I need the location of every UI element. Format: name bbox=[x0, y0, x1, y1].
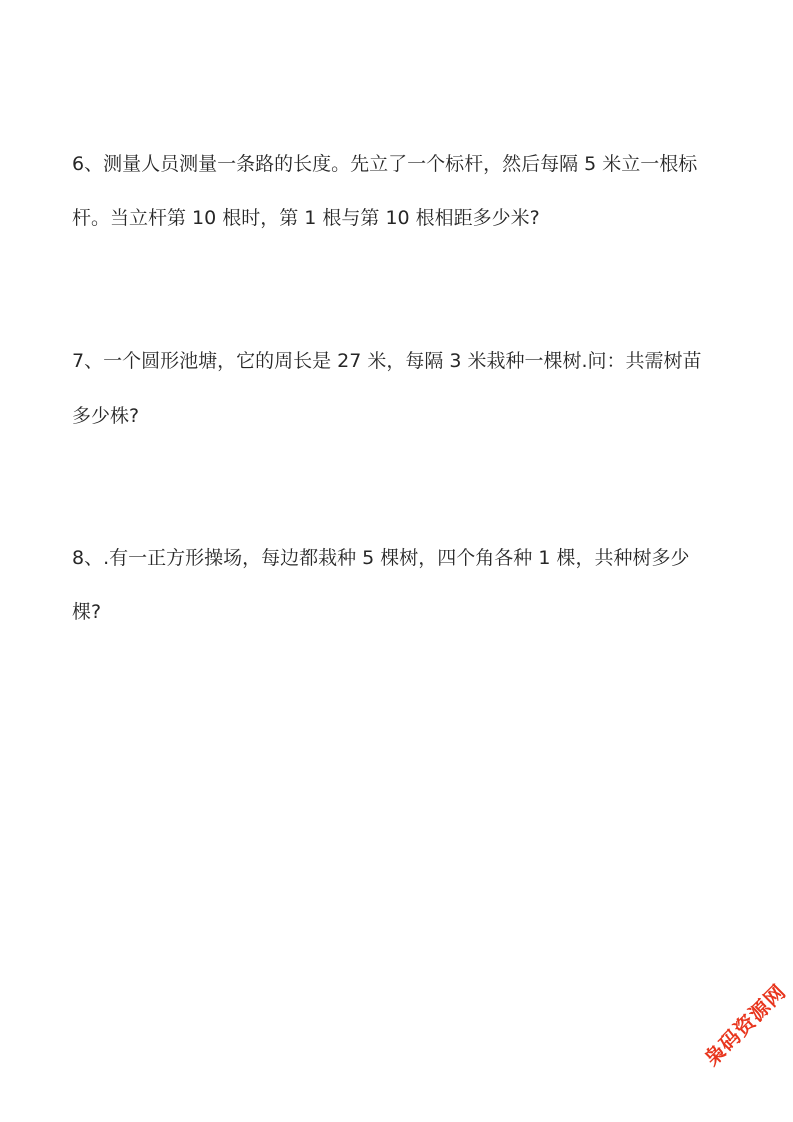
question-6-line-1: 6、测量人员测量一条路的长度。先立了一个标杆，然后每隔 5 米立一根标 bbox=[72, 153, 698, 175]
watermark-stamp: 枭码资源网 bbox=[699, 979, 791, 1071]
question-6-line-2: 杆。当立杆第 10 根时，第 1 根与第 10 根相距多少米? bbox=[72, 207, 540, 229]
question-7-line-1: 7、一个圆形池塘，它的周长是 27 米，每隔 3 米栽种一棵树.问：共需树苗 bbox=[72, 350, 702, 372]
question-7-line-2: 多少株? bbox=[72, 405, 140, 427]
question-8-line-1: 8、.有一正方形操场，每边都栽种 5 棵树，四个角各种 1 棵，共种树多少 bbox=[72, 547, 690, 569]
question-8-line-2: 棵? bbox=[72, 601, 102, 623]
